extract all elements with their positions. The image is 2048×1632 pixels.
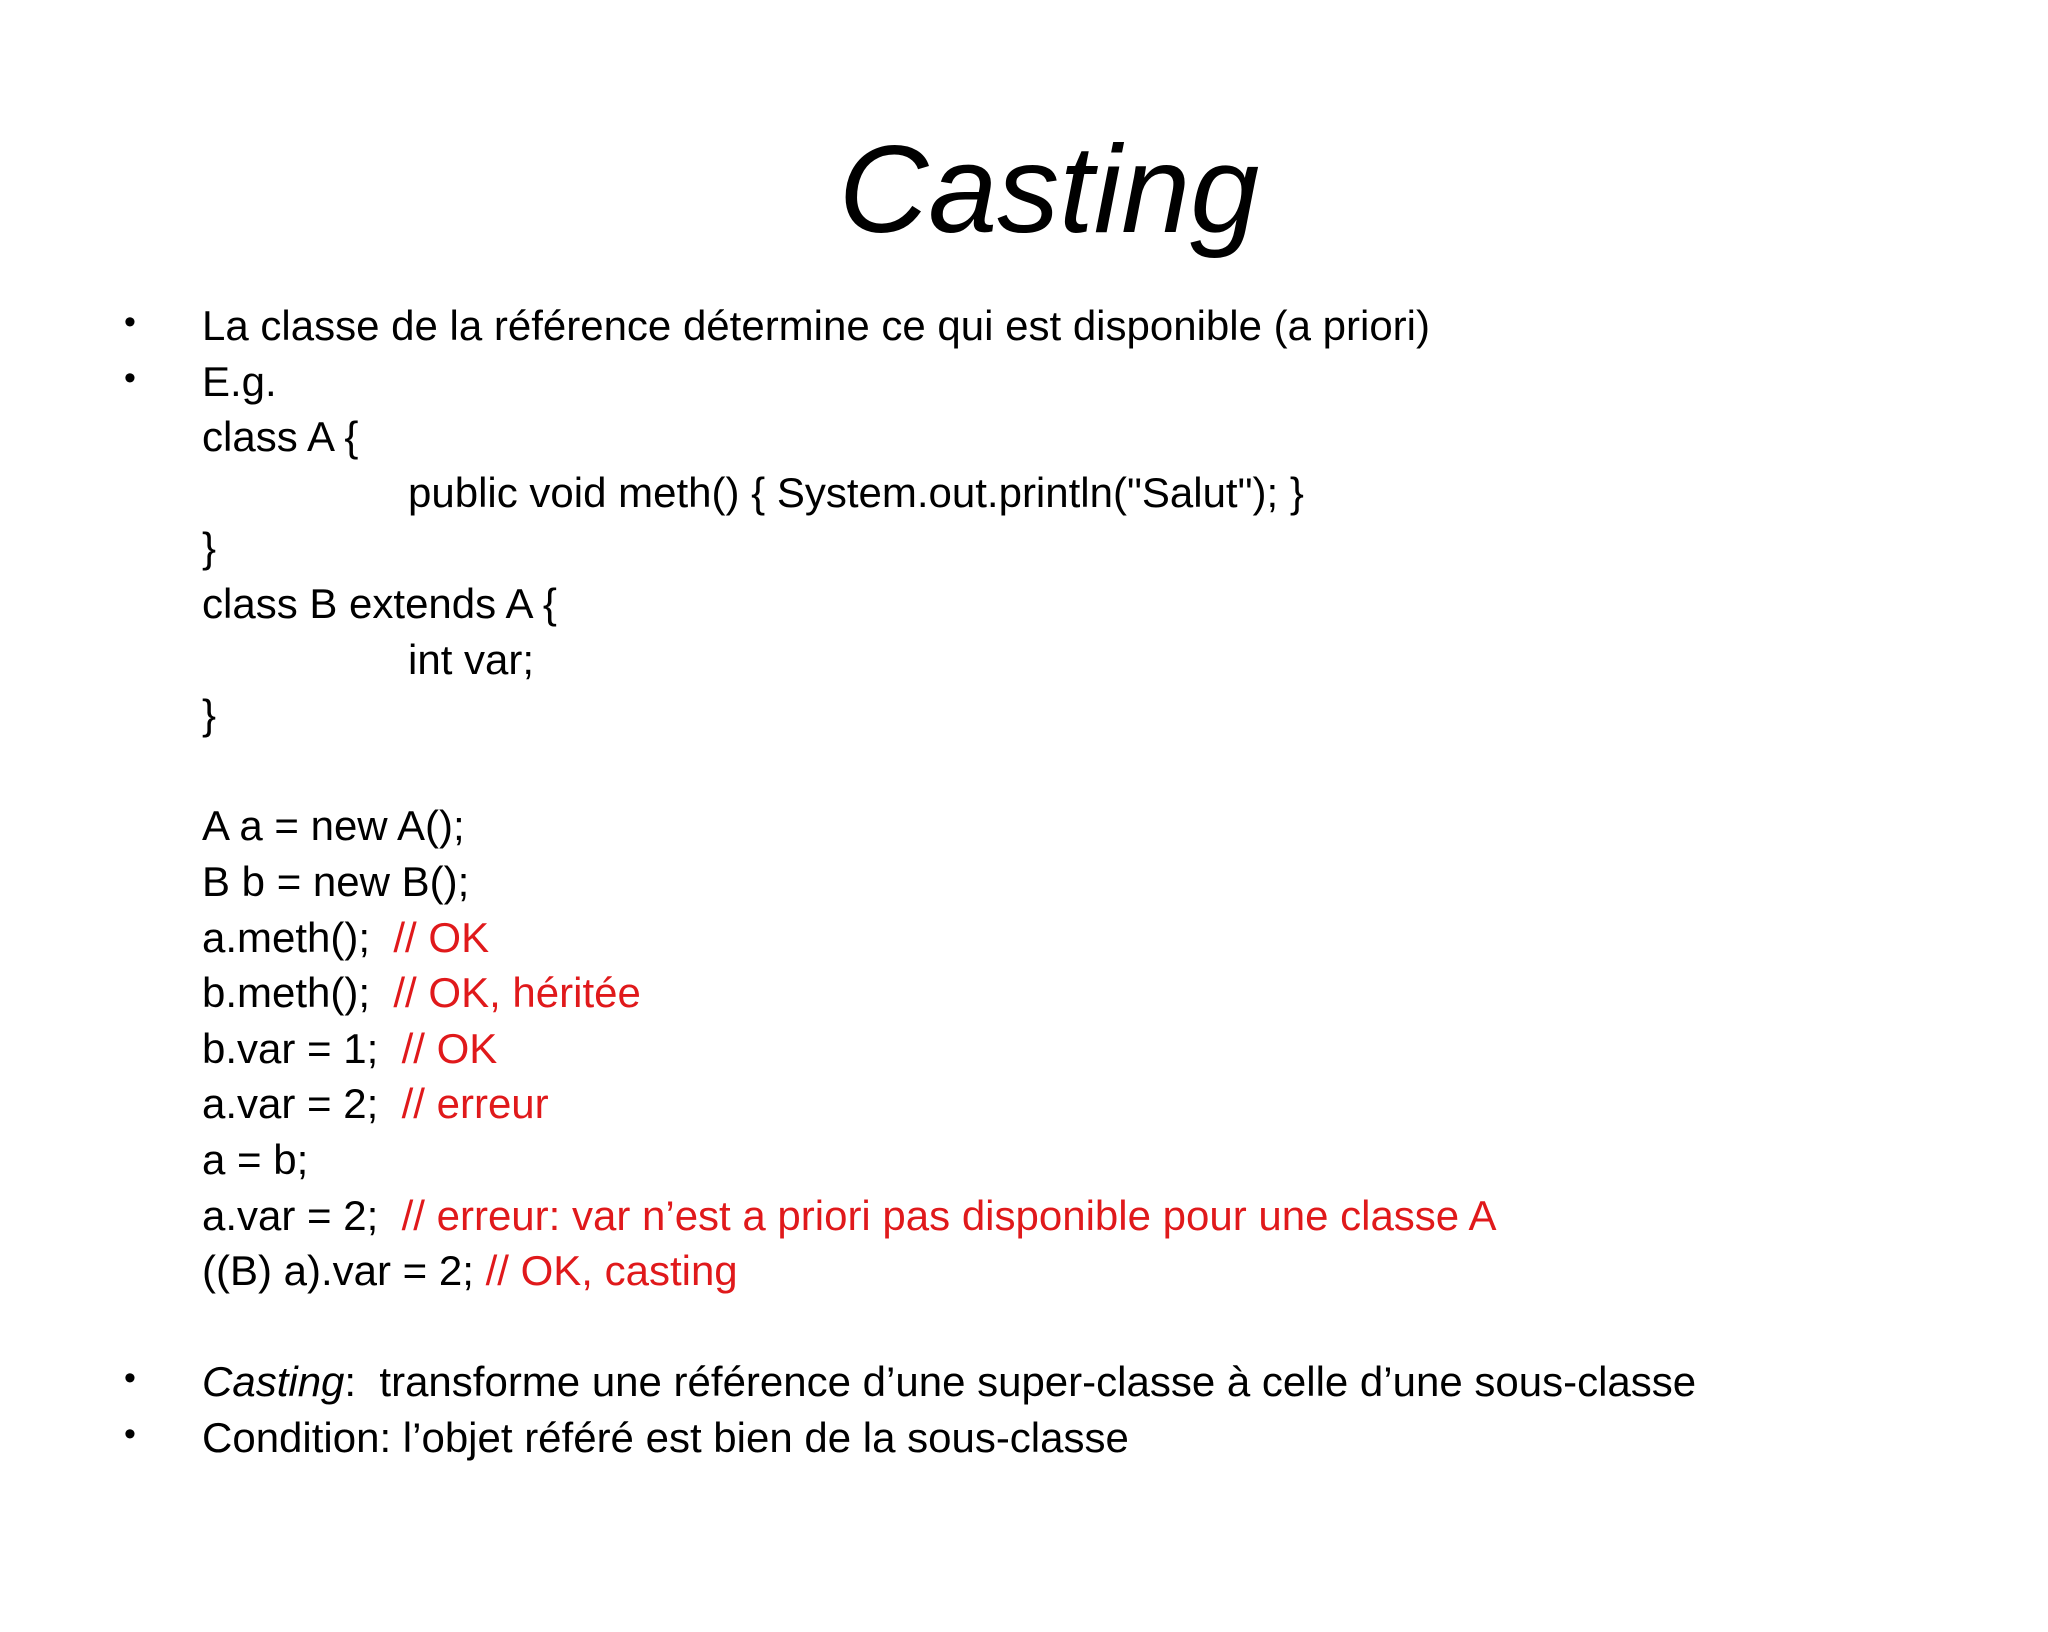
- code-text: b.meth();: [202, 969, 394, 1017]
- code-statement: [0, 1132, 2048, 1188]
- code-text: public void meth() { System.out.println("Salut"); }: [408, 468, 1304, 516]
- bullet-text: Condition: l’objet référé est bien de la sous-classe: [202, 1413, 1129, 1461]
- bullet-marker: •: [124, 1414, 136, 1453]
- code-text: a = b;: [202, 1135, 309, 1183]
- bullet-item: [0, 1410, 2048, 1466]
- code-text: A a = new A();: [202, 802, 465, 850]
- code-text: ((B) a).var = 2;: [202, 1247, 486, 1295]
- code-comment: // OK: [401, 1024, 498, 1072]
- spacer: [0, 1299, 2048, 1355]
- code-text: B b = new B();: [202, 857, 470, 905]
- bullet-text: La classe de la référence détermine ce qui est disponible (a priori): [202, 302, 1430, 349]
- slide-title: Casting: [838, 121, 1260, 259]
- code-text: a.var = 2;: [202, 1191, 402, 1239]
- code-statement: [0, 1188, 2048, 1244]
- code-text: b.var = 1;: [202, 1024, 402, 1072]
- code-comment: // OK, casting: [485, 1247, 738, 1295]
- code-text: a.var = 2;: [202, 1080, 402, 1128]
- code-comment: // OK, héritée: [393, 969, 641, 1017]
- bullet-text: : transforme une référence d’une super-classe à celle d’une sous-classe: [344, 1358, 1697, 1406]
- code-statement: [0, 910, 2048, 966]
- code-line: [0, 520, 2048, 576]
- bullet-marker: •: [124, 358, 136, 397]
- code-line: [0, 687, 2048, 743]
- code-text: }: [202, 524, 217, 572]
- code-statement: [0, 1076, 2048, 1132]
- code-statement: [0, 854, 2048, 910]
- code-line: [0, 409, 2048, 465]
- code-comment: // erreur: [401, 1080, 549, 1128]
- code-text: class B extends A {: [202, 579, 557, 627]
- code-text: a.meth();: [202, 913, 394, 961]
- code-line: [0, 465, 2048, 521]
- bullet-item: [0, 298, 2048, 354]
- bullet-marker: •: [124, 303, 136, 341]
- code-comment: // OK: [393, 913, 490, 961]
- code-statement: [0, 965, 2048, 1021]
- code-statement: [0, 1243, 2048, 1299]
- code-line: [0, 576, 2048, 632]
- code-text: int var;: [408, 635, 535, 683]
- code-statement: [0, 1021, 2048, 1077]
- bullet-text: E.g.: [202, 357, 277, 405]
- bullet-marker: •: [124, 1359, 136, 1398]
- spacer: [0, 743, 2048, 799]
- bullet-term: Casting: [202, 1358, 345, 1406]
- code-text: }: [202, 691, 217, 739]
- bullet-item: [0, 1354, 2048, 1410]
- code-text: class A {: [202, 413, 359, 461]
- bullet-item: [0, 354, 2048, 410]
- code-line: [0, 632, 2048, 688]
- code-comment: // erreur: var n’est a priori pas disponible pour une classe A: [401, 1191, 1497, 1239]
- slide-body: [0, 298, 2048, 1465]
- code-statement: [0, 798, 2048, 854]
